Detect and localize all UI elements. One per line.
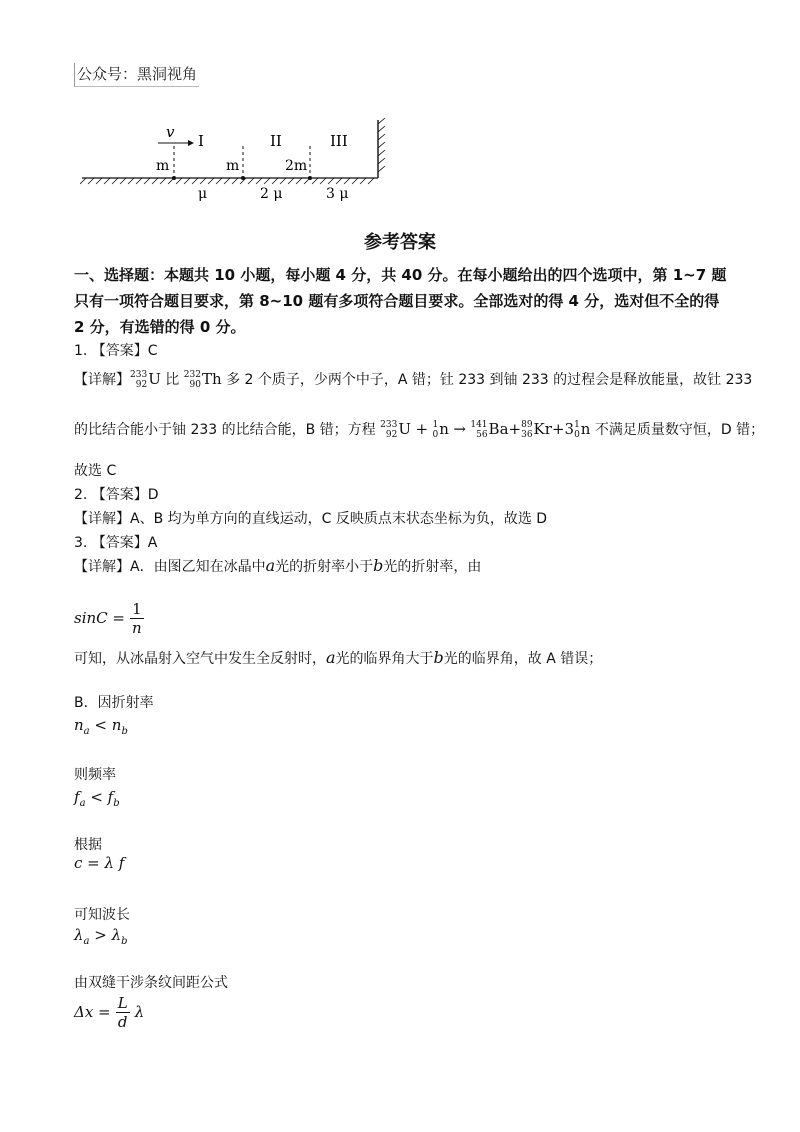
region-label-1: I [198, 132, 204, 150]
section-intro: 一、选择题：本题共 10 小题，每小题 4 分，共 40 分。在每小题给出的四个选项中，第 1~7 题只有一项符合题目要求，第 8~10 题有多项符合题目要求。全部选对的得 4 分，选对但不全的得 2 分，有选错的得 0 分。 [74, 266, 727, 336]
mass-label-2: m [226, 158, 240, 174]
formula-lambda-compare: $\lambda_a > \lambda_b$ [74, 926, 128, 947]
q3-answer: 3. 【答案】A [74, 535, 158, 551]
q1-text2a: 的比结合能小于铀 233 的比结合能，B 错；方程 [74, 422, 376, 438]
friction-label-3: 3 μ [326, 186, 349, 202]
q2-detail: 【详解】A、B 均为单方向的直线运动，C 反映质点末状态坐标为负，故选 D [74, 511, 548, 527]
q3-b-label: B．因折射率 [74, 695, 154, 711]
wall-hatching [378, 118, 385, 172]
q1-detail-line1 [74, 364, 752, 395]
q3-freq-label: 则频率 [74, 767, 116, 783]
ground-hatching [80, 178, 374, 184]
region-label-3: III [330, 132, 348, 150]
friction-label-1: μ [198, 186, 208, 202]
page-heading: 参考答案 [364, 232, 436, 253]
formula-f-compare: $f_a < f_b$ [74, 788, 120, 809]
q3-interference-label: 由双缝干涉条纹间距公式 [74, 975, 228, 991]
mass-label-3: 2m [285, 158, 308, 174]
watermark: 公众号：黑洞视角 [74, 63, 199, 87]
q3-basis-label: 根据 [74, 837, 102, 853]
q1-compare-word: 比 [165, 372, 180, 388]
nuclear-equation: 233 92 U + 1 0 n → 141 56 Ba+ 89 36 Kr+3 1 0 n [380, 420, 591, 440]
reaction-arrow-icon: → [453, 420, 466, 438]
q1-detail-prefix: 【详解】 [74, 372, 130, 388]
q1-text1: 多 2 个质子，少两个中子，A 错；钍 233 到铀 233 的过程会是释放能量，故钍 233 [226, 372, 753, 388]
formula-sinc: sinC = $\frac{1}{n}$ [74, 600, 142, 637]
q1-text2b: 不满足质量数守恒，D 错； [594, 422, 765, 438]
formula-n-compare: $n_a < n_b$ [74, 716, 128, 737]
nuclide-u233: 233 92 U [130, 370, 161, 390]
q2-answer: 2. 【答案】D [74, 487, 159, 503]
q3-detail-a: 【详解】A．由图乙知在冰晶中a光的折射率小于b光的折射率，由 [74, 556, 482, 575]
arrow-head-icon [188, 140, 194, 146]
mass-point-2 [241, 176, 245, 180]
q1-detail-line2 [74, 414, 764, 445]
friction-label-2: 2 μ [260, 186, 283, 202]
q1-conclusion: 故选 C [74, 463, 117, 479]
physics-diagram [80, 112, 400, 212]
mass-label-1: m [156, 158, 170, 174]
nuclide-th232: 232 90 Th [183, 370, 222, 390]
region-label-2: II [270, 132, 282, 150]
mass-point-1 [172, 176, 176, 180]
q3-kezhi: 可知，从冰晶射入空气中发生全反射时，a光的临界角大于b光的临界角，故 A 错误； [74, 648, 603, 667]
formula-delta-x: Δx = $\frac{L}{d}$ λ [74, 994, 145, 1031]
q3-wave-label: 可知波长 [74, 907, 130, 923]
q1-answer: 1. 【答案】C [74, 343, 158, 359]
formula-c-lambda-f: c = λ f [74, 854, 125, 872]
velocity-label: v [166, 123, 175, 141]
mass-point-3 [308, 176, 312, 180]
